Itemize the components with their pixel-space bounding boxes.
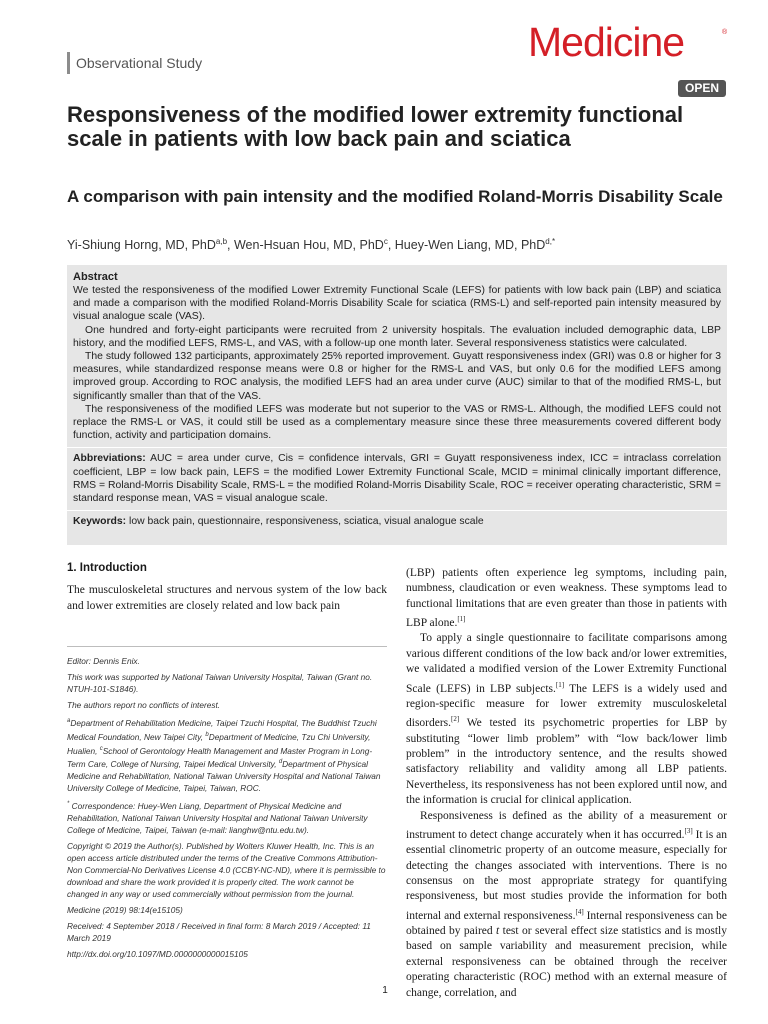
body-text: The LEFS is a widely used and region-specific measure for lower extremity musculoskeletal disorders. [406, 682, 727, 730]
abstract-divider [67, 510, 727, 511]
affiliation-d: Department of Physical Medicine and Rehabilitation, National Taiwan University Hospital and National Taiwan University College of Medicine, Taipei, Taiwan, ROC. [67, 759, 381, 794]
italic-t: t [496, 925, 500, 938]
footnote-copyright: Copyright © 2019 the Author(s). Published by Wolters Kluwer Health, Inc. This is an open access article distributed under the terms of the Creative Commons Attribution-Non Commercial-No Derivatives License 4.0 (CCBY-NC-ND), where it is permissible to download and share the work provided it is properly cited. The work cannot be changed in any way or used commercially without permission from the journal. [67, 840, 386, 899]
left-column [67, 562, 387, 614]
keywords-label: Keywords: [73, 516, 127, 528]
keywords [73, 515, 721, 528]
article-subtitle: A comparison with pain intensity and the modified Roland-Morris Disability Scale [67, 187, 723, 206]
abstract-divider [67, 447, 727, 448]
body-text: Internal responsiveness can be obtained by paired [406, 909, 728, 938]
author-2-affiliation: c [383, 237, 388, 246]
abstract-paragraph: The responsiveness of the modified LEFS was moderate but not superior to the VAS or RMS-L. Although, the modified LEFS could not replace the RMS-L or VAS, it could still be used as a complementary measure since these three measurements covered different body function, activity and participation domains. [73, 403, 721, 442]
abstract-paragraph: One hundred and forty-eight participants were recruited from 2 university hospitals. The evaluation included demographic data, LBP history, and the modified LEFS, RMS-L, and VAS, with a follow-up one month later. Several responsiveness statistics were calculated. [73, 324, 721, 349]
abbreviations-label: Abbreviations: [73, 453, 146, 465]
body-paragraph [406, 566, 727, 631]
body-text: To apply a single questionnaire to facilitate comparisons among various different conditions of the low back and/or lower extremities, we validated a modified version of the Lower Extremity Functional Scale (LEFS) in LBP subjects. [406, 632, 727, 695]
doi-link[interactable]: http://dx.doi.org/10.1097/MD.0000000000015105 [67, 948, 248, 959]
body-paragraph: The musculoskeletal structures and nervous system of the low back and lower extremities are closely related and low back pain [67, 584, 387, 613]
body-text: test or several effect size statistics and is mostly based on sample variability and measurement precision, while external responsiveness can be obtained through the receiver operating characteristic (ROC) method with an external measure of change, correlation, and [406, 925, 727, 999]
journal-logo: Medicine [528, 19, 685, 65]
correspondence-text: Correspondence: Huey-Wen Liang, Department of Physical Medicine and Rehabilitation, National Taiwan University Hospital and National Taiwan University College of Medicine, Taipei, Taiwan (e-mail: lianghw@ntu.edu.tw). [67, 800, 368, 835]
body-text: (LBP) patients often experience leg symptoms, including pain, numbness, claudication or even weakness. These symptoms lead to functional limitations that are even greater than those in patients with LBP alone. [406, 567, 727, 630]
affiliation-mark: a [67, 718, 71, 724]
abbreviations [73, 452, 721, 505]
affiliation-mark: b [205, 731, 209, 738]
affiliation-mark: c [99, 745, 103, 752]
abstract-box [67, 265, 727, 545]
affiliation-a: Department of Rehabilitation Medicine, Taipei Tzuchi Hospital, The Buddhist Tzuchi Medical Foundation, New Taipei City, [67, 717, 377, 742]
citation-link[interactable]: [4] [575, 907, 584, 916]
body-paragraph [406, 809, 727, 1002]
citation-link[interactable]: [2] [451, 715, 460, 724]
author-1: Yi-Shiung Horng, MD, PhD [67, 238, 216, 253]
footnote-received: Received: 4 September 2018 / Received in final form: 8 March 2019 / Accepted: 11 March 2019 [67, 920, 371, 943]
correspondence-mark: * [67, 801, 70, 808]
footnote-affiliations [67, 715, 387, 794]
right-column [406, 566, 727, 1001]
keywords-text: low back pain, questionnaire, responsiveness, sciatica, visual analogue scale [129, 516, 484, 528]
body-paragraph [406, 631, 727, 808]
registered-mark: ® [722, 29, 728, 36]
author-3-affiliation: d,* [545, 237, 556, 246]
author-3: , Huey-Wen Liang, MD, PhD [387, 238, 546, 253]
body-text: Responsiveness is defined as the ability of a measurement or instrument to detect change accurately when it has occurred. [406, 809, 727, 841]
page-number: 1 [382, 985, 388, 996]
abstract-paragraph: The study followed 132 participants, approximately 25% reported improvement. Guyatt responsiveness index (GRI) was 0.8 or higher for 3 measures, while standardized response means were 0.8 or higher for the RMS-L and VAS, but only 0.6 for the modified LEFS among improved group. According to ROC analysis, the modified LEFS had an area under curve (AUC) similar to that of the modified RMS-L, but significantly smaller than that of the VAS. [73, 351, 721, 402]
citation-link[interactable]: [3] [684, 826, 693, 835]
affiliation-c: School of Gerontology Health Management and Master Program in Long-Term Care, College of Nursing, Taipei Medical University, [67, 745, 373, 770]
author-1-affiliation: a,b [215, 237, 228, 246]
footnote-correspondence [67, 798, 387, 836]
section-label: Observational Study [67, 52, 202, 74]
affiliation-mark: d [278, 759, 283, 766]
author-2: , Wen-Hsuan Hou, MD, PhD [227, 238, 384, 253]
open-access-badge: OPEN [678, 80, 726, 97]
footnote-citation: Medicine (2019) 98:14(e15105) [67, 904, 183, 915]
affiliation-b: Department of Medicine, Tzu Chi University, Hualien, [67, 731, 371, 756]
footnotes [67, 646, 387, 964]
body-text: It is an essential clinometric property of an outcome measure, especially for detecting the changes associated with interventions. There is no consensus on the most appropriate strategy for quantifying responsiveness, but most studies provide the information for both internal and external responsiveness. [406, 828, 727, 922]
citation-link[interactable]: [1] [555, 680, 565, 689]
abbreviations-text: AUC = area under curve, Cis = confidence intervals, GRI = Guyatt responsiveness index, ICC = intraclass correlation coefficient, LBP = low back pain, LEFS = the modified Lower Extremity Functional Scale, MCID = minimal clinically important difference, RMS = Roland-Morris Disability Scale, RMS-L = the modified Roland-Morris Disability Scale, ROC = receiver operating characteristic, SRM = standard response mean, VAS = visual analogue scale. [73, 453, 721, 505]
footnote-funding: This work was supported by National Taiwan University Hospital, Taiwan (Grant no. NTUH-101-S1846). [67, 672, 373, 694]
author-list [67, 237, 737, 252]
article-title: Responsiveness of the modified lower extremity functional scale in patients with low back pain and sciatica [67, 102, 684, 151]
footnote-editor: Editor: Dennis Enix. [67, 656, 140, 666]
citation-link[interactable]: [1] [457, 615, 466, 624]
abstract-paragraph: We tested the responsiveness of the modified Lower Extremity Functional Scale (LEFS) for patients with low back pain (LBP) and sciatica and made a comparison with the modified Roland-Morris Disability Scale for sciatica (RMS-L) and self-reported pain intensity measured by visual analogue scale (VAS). [73, 285, 721, 323]
body-text: We tested its psychometric properties for LBP by substituting “lower limb problem” with “low back/lower limb problem” in the introductory sentence, and the results showed satisfactory reliability and validity among all LBP patients. Nevertheless, its responsiveness has not been explored until now, and the information is crucial for clinical application. [406, 717, 727, 807]
footnote-conflicts: The authors report no conflicts of interest. [67, 700, 221, 710]
section-heading-introduction: 1. Introduction [67, 562, 147, 574]
abstract-heading: Abstract [73, 271, 118, 283]
